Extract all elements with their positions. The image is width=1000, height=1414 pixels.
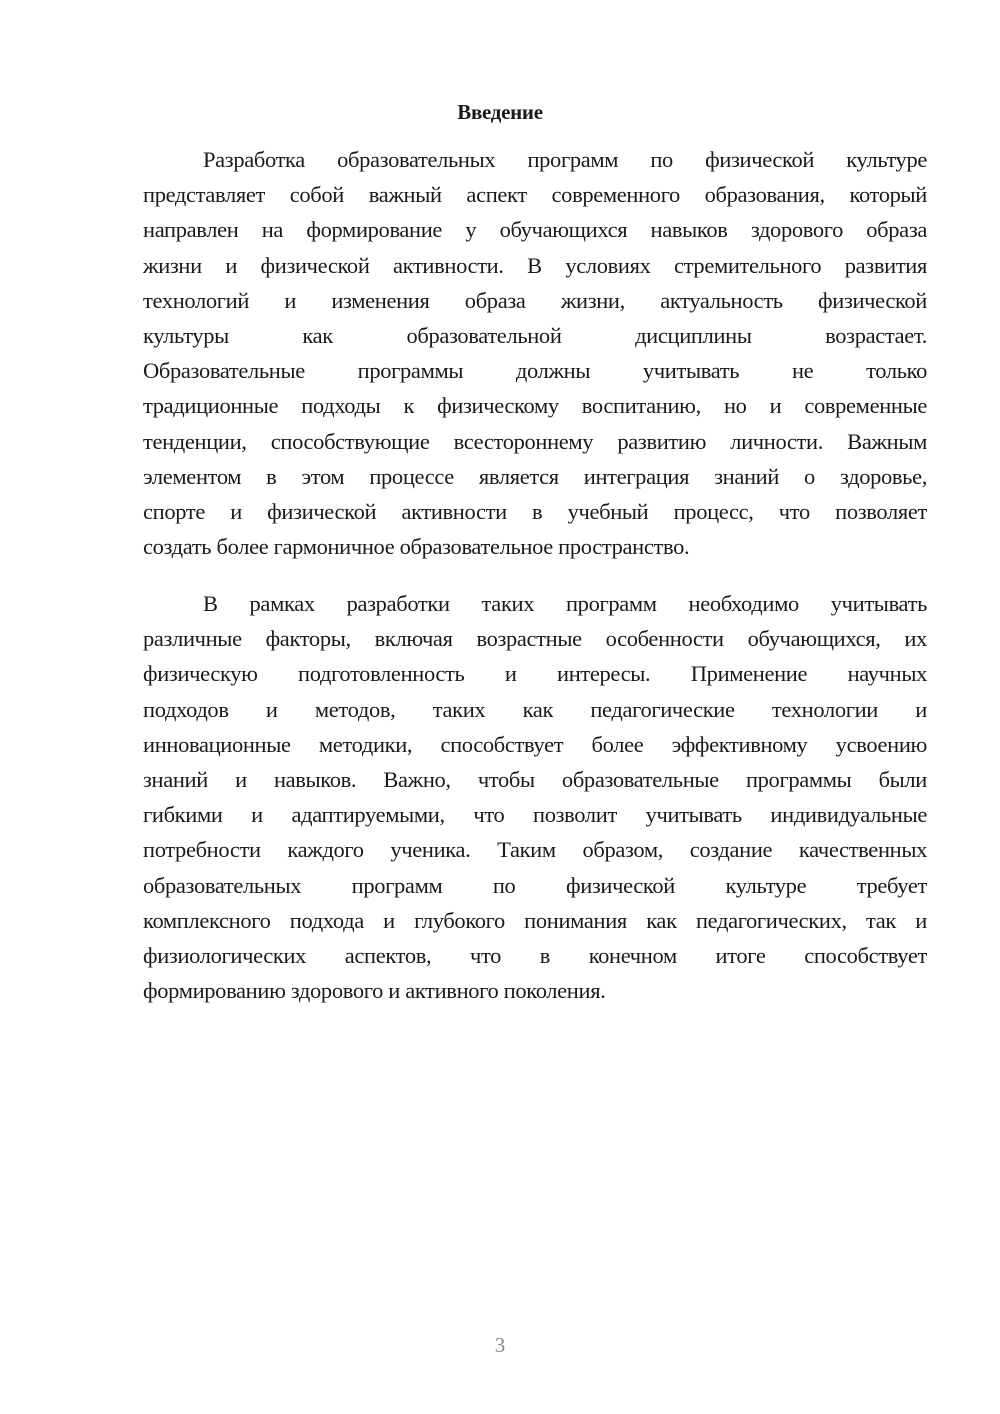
text-line: комплексного подхода и глубокого понимания как педагогических, так и [143, 907, 927, 933]
text-line: физическую подготовленность и интересы. Применение научных [143, 661, 927, 687]
text-line: технологий и изменения образа жизни, актуальность физической [143, 287, 927, 313]
text-line: представляет собой важный аспект современного образования, который [143, 182, 927, 208]
text-line: спорте и физической активности в учебный процесс, что позволяет [143, 498, 927, 524]
text-line: Образовательные программы должны учитывать не только [143, 358, 927, 384]
text-line: подходов и методов, таких как педагогические технологии и [143, 696, 927, 722]
text-line: создать более гармоничное образовательное пространство. [143, 534, 690, 560]
text-line: знаний и навыков. Важно, чтобы образовательные программы были [143, 766, 927, 792]
text-line: В рамках разработки таких программ необходимо учитывать [203, 591, 927, 616]
section-heading: Введение [457, 100, 543, 124]
text-line: Разработка образовательных программ по физической культуре [203, 147, 927, 172]
paragraph-1 [143, 142, 927, 564]
text-line: образовательных программ по физической культуре требует [143, 872, 927, 898]
page-number: 3 [494, 1333, 506, 1357]
text-line: различные факторы, включая возрастные особенности обучающихся, их [143, 626, 927, 652]
text-line: формированию здорового и активного поколения. [143, 978, 606, 1004]
text-line: тенденции, способствующие всестороннему развитию личности. Важным [143, 428, 927, 454]
text-line: жизни и физической активности. В условиях стремительного развития [143, 252, 927, 278]
text-line: элементом в этом процессе является интеграция знаний о здоровье, [143, 463, 927, 489]
text-line: физиологических аспектов, что в конечном итоге способствует [143, 942, 927, 968]
text-line: культуры как образовательной дисциплины возрастает. [143, 322, 927, 348]
text-line: инновационные методики, способствует более эффективному усвоению [143, 731, 927, 757]
text-line: гибкими и адаптируемыми, что позволит учитывать индивидуальные [143, 802, 927, 828]
text-line: направлен на формирование у обучающихся навыков здорового образа [143, 217, 927, 243]
text-line: традиционные подходы к физическому воспитанию, но и современные [143, 393, 927, 419]
text-line: потребности каждого ученика. Таким образом, создание качественных [143, 837, 927, 863]
paragraph-2 [143, 586, 927, 1008]
